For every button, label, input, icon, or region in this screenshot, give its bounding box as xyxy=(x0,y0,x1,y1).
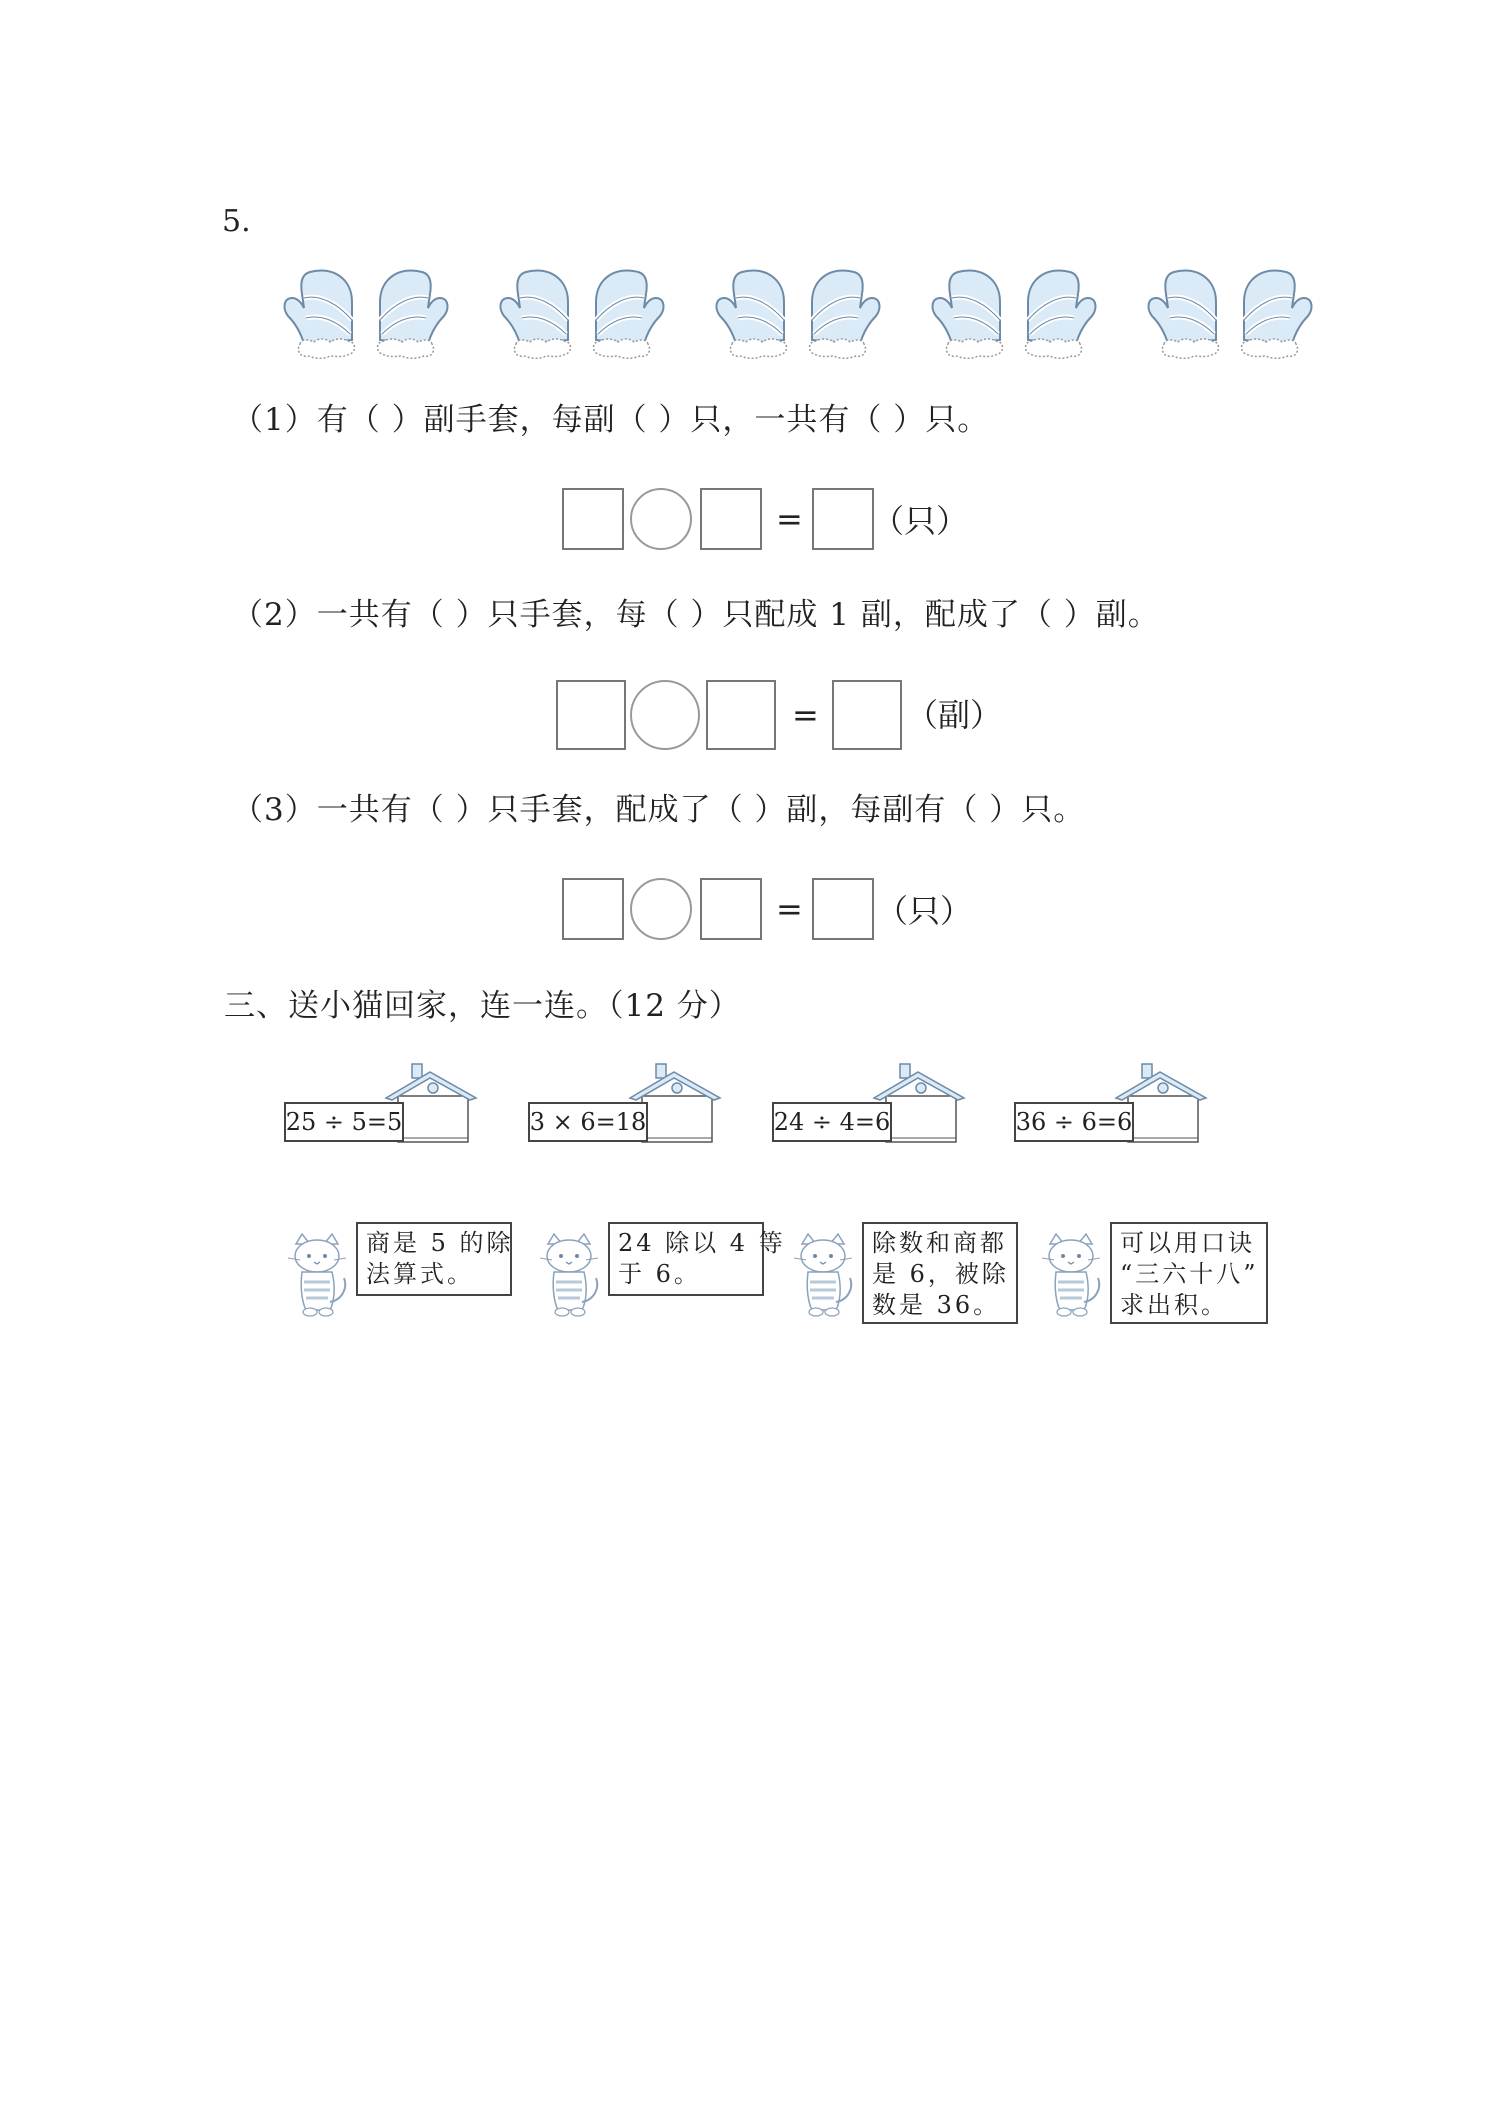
section-3-heading: 三、送小猫回家，连一连。（12 分） xyxy=(224,988,741,1024)
mitten-icon xyxy=(366,264,452,368)
cat-icon xyxy=(792,1232,858,1318)
house-3[interactable] xyxy=(770,1058,970,1148)
house-2[interactable] xyxy=(526,1058,726,1148)
answer-box-3a[interactable] xyxy=(562,878,624,940)
cat-clue-2: 24 除以 4 等 于 6。 xyxy=(608,1222,764,1296)
mitten-icon xyxy=(928,264,1014,368)
house-formula-3: 24 ÷ 4=6 xyxy=(772,1102,892,1142)
equals-sign-1: = xyxy=(776,500,803,538)
house-formula-4: 36 ÷ 6=6 xyxy=(1014,1102,1134,1142)
cat-card-3[interactable] xyxy=(792,1222,1022,1342)
mitten-icon xyxy=(1014,264,1100,368)
cat-icon xyxy=(1040,1232,1106,1318)
unit-label-2: （副） xyxy=(906,696,1003,734)
cat-icon xyxy=(286,1232,352,1318)
mitten-icon xyxy=(496,264,582,368)
mitten-icon xyxy=(582,264,668,368)
cat-icon xyxy=(538,1232,604,1318)
answer-box-1b[interactable] xyxy=(700,488,762,550)
operator-circle-2[interactable] xyxy=(630,680,700,750)
unit-label-1: （只） xyxy=(872,502,969,540)
answer-box-1a[interactable] xyxy=(562,488,624,550)
mitten-icon xyxy=(1230,264,1316,368)
part-1-prompt: （1）有（ ）副手套，每副（ ）只，一共有（ ）只。 xyxy=(232,402,990,438)
mittens-illustration xyxy=(280,262,1330,372)
cat-card-1[interactable] xyxy=(286,1222,516,1342)
answer-box-1c[interactable] xyxy=(812,488,874,550)
equals-sign-3: = xyxy=(776,890,803,928)
house-4[interactable] xyxy=(1012,1058,1212,1148)
mitten-icon xyxy=(1144,264,1230,368)
cat-card-2[interactable] xyxy=(538,1222,786,1342)
question-number: 5. xyxy=(222,204,251,239)
mitten-icon xyxy=(712,264,798,368)
answer-box-2a[interactable] xyxy=(556,680,626,750)
cat-clue-4: 可以用口诀 “三六十八” 求出积。 xyxy=(1110,1222,1268,1324)
cat-clue-3: 除数和商都 是 6，被除 数是 36。 xyxy=(862,1222,1018,1324)
equals-sign-2: = xyxy=(792,696,819,734)
answer-box-2c[interactable] xyxy=(832,680,902,750)
cat-card-4[interactable] xyxy=(1040,1222,1280,1342)
answer-box-2b[interactable] xyxy=(706,680,776,750)
operator-circle-3[interactable] xyxy=(630,878,692,940)
answer-box-3b[interactable] xyxy=(700,878,762,940)
unit-label-3: （只） xyxy=(876,892,973,930)
operator-circle-1[interactable] xyxy=(630,488,692,550)
mitten-icon xyxy=(280,264,366,368)
answer-box-3c[interactable] xyxy=(812,878,874,940)
house-formula-1: 25 ÷ 5=5 xyxy=(284,1102,404,1142)
part-3-prompt: （3）一共有（ ）只手套，配成了（ ）副，每副有（ ）只。 xyxy=(232,792,1086,828)
cat-clue-1: 商是 5 的除 法算式。 xyxy=(356,1222,512,1296)
mitten-icon xyxy=(798,264,884,368)
house-1[interactable] xyxy=(282,1058,482,1148)
house-formula-2: 3 × 6=18 xyxy=(528,1102,648,1142)
part-2-prompt: （2）一共有（ ）只手套，每（ ）只配成 1 副，配成了（ ）副。 xyxy=(232,597,1160,633)
